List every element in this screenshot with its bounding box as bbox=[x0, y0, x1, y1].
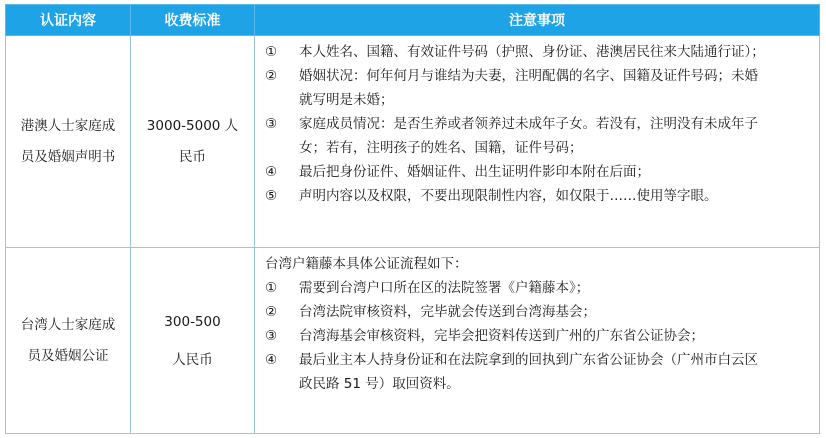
row-name-cell bbox=[6, 248, 131, 434]
row-name-cell bbox=[6, 36, 131, 248]
row-fee-line: 3000-5000 人 bbox=[146, 117, 239, 134]
item-text: 本人姓名、国籍、有效证件号码（护照、身份证、港澳居民往来大陆通行证）； bbox=[299, 44, 765, 60]
item-number: ② bbox=[265, 68, 278, 84]
list-item bbox=[265, 40, 809, 64]
row-fee-line: 300-500 bbox=[164, 313, 221, 330]
list-item bbox=[265, 300, 809, 324]
list-item bbox=[265, 64, 809, 112]
row-name-line: 员及婚姻声明书 bbox=[20, 148, 116, 165]
list-item bbox=[265, 112, 809, 160]
row-fee-line: 民币 bbox=[179, 148, 206, 165]
item-number: ① bbox=[265, 44, 278, 60]
notarization-table bbox=[5, 4, 820, 434]
item-number: ④ bbox=[265, 352, 278, 368]
item-number: ③ bbox=[265, 116, 278, 132]
list-item bbox=[265, 184, 809, 208]
row-name-line: 港澳人士家庭成 bbox=[20, 117, 116, 134]
item-text: 家庭成员情况：是否生养或者领养过未成年子女。若没有，注明没有未成年子 bbox=[299, 116, 758, 132]
item-number: ② bbox=[265, 304, 278, 320]
list-item bbox=[265, 160, 809, 184]
header-row bbox=[6, 5, 820, 36]
table-row bbox=[6, 248, 820, 434]
row-fee-cell bbox=[131, 36, 255, 248]
row-notes-cell bbox=[255, 248, 820, 434]
item-text: 最后业主本人持身份证和在法院拿到的回执到广东省公证协会（广州市白云区 bbox=[299, 352, 758, 368]
item-number: ③ bbox=[265, 328, 278, 344]
row-notes-cell bbox=[255, 36, 820, 248]
table-row bbox=[6, 36, 820, 248]
header-content: 认证内容 bbox=[6, 5, 131, 36]
notes-intro: 台湾户籍藤本具体公证流程如下： bbox=[265, 256, 468, 272]
item-text: 女；若有，注明孩子的姓名、国籍，证件号码； bbox=[299, 140, 583, 156]
header-notes: 注意事项 bbox=[255, 5, 820, 36]
item-text: 声明内容以及权限，不要出现限制性内容，如仅限于……使用等字眼。 bbox=[299, 188, 718, 204]
list-item bbox=[265, 348, 809, 396]
item-text: 婚姻状况：何年何月与谁结为夫妻，注明配偶的名字、国籍及证件号码；未婚 bbox=[299, 68, 758, 84]
row-name-line: 员及婚姻公证 bbox=[27, 347, 109, 364]
item-text: 台湾法院审核资料，完毕就会传送到台湾海基会； bbox=[299, 304, 596, 320]
item-text: 最后把身份证件、婚姻证件、出生证明件影印本附在后面； bbox=[299, 164, 650, 180]
row-fee-cell bbox=[131, 248, 255, 434]
list-item bbox=[265, 324, 809, 348]
item-text: 就写明是未婚； bbox=[299, 92, 394, 108]
item-text: 台湾海基会审核资料，完毕会把资料传送到广州的广东省公证协会； bbox=[299, 328, 704, 344]
item-number: ④ bbox=[265, 164, 278, 180]
item-number: ⑤ bbox=[265, 188, 278, 204]
list-item bbox=[265, 276, 809, 300]
row-name-line: 台湾人士家庭成 bbox=[20, 316, 116, 333]
item-text: 政民路 51 号）取回资料。 bbox=[299, 376, 460, 392]
row-fee-line: 人民币 bbox=[172, 351, 213, 368]
item-number: ① bbox=[265, 280, 278, 296]
header-fee: 收费标准 bbox=[131, 5, 255, 36]
item-text: 需要到台湾户口所在区的法院签署《户籍藤本》； bbox=[299, 280, 590, 296]
